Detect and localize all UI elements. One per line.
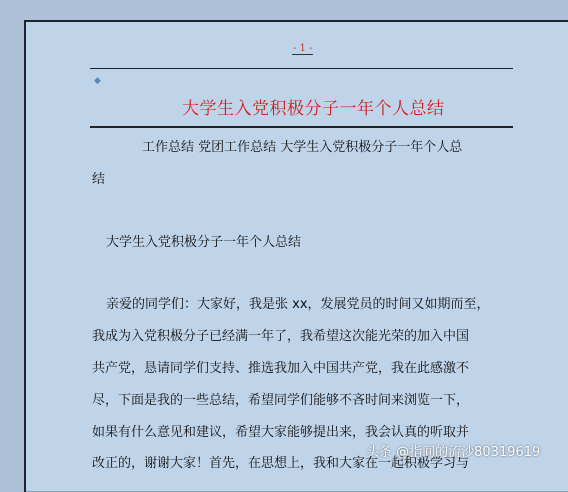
title-rule xyxy=(90,126,513,128)
body-line: 如果有什么意见和建议，希望大家能够提出来，我会认真的听取并 xyxy=(92,425,470,440)
body-line: 共产党，恳请同学们支持、推选我加入中国共产党，我在此感激不 xyxy=(92,361,470,376)
body-line: 尽，下面是我的一些总结，希望同学们能够不吝时间来浏览一下， xyxy=(92,393,470,408)
document-page xyxy=(24,20,568,492)
body-line: 亲爱的同学们：大家好，我是张 xx，发展党员的时间又如期而至， xyxy=(106,297,490,312)
anchor-icon: ◆ xyxy=(94,76,101,86)
tags-line-1: 工作总结 党团工作总结 大学生入党积极分子一年个人总 xyxy=(142,140,463,155)
body-line: 我成为入党积极分子已经满一年了，我希望这次能光荣的加入中国 xyxy=(92,329,470,344)
body-line: 改正的，谢谢大家！首先，在思想上，我和大家在一起积极学习与 xyxy=(92,456,470,471)
watermark: 头条 @指间的流沙80319619 xyxy=(366,445,541,460)
section-subtitle: 大学生入党积极分子一年个人总结 xyxy=(106,235,302,250)
document-title: 大学生入党积极分子一年个人总结 xyxy=(182,99,445,119)
tags-line-2: 结 xyxy=(92,172,106,187)
header-rule xyxy=(90,68,513,69)
page-number: - 1 - xyxy=(293,43,313,54)
